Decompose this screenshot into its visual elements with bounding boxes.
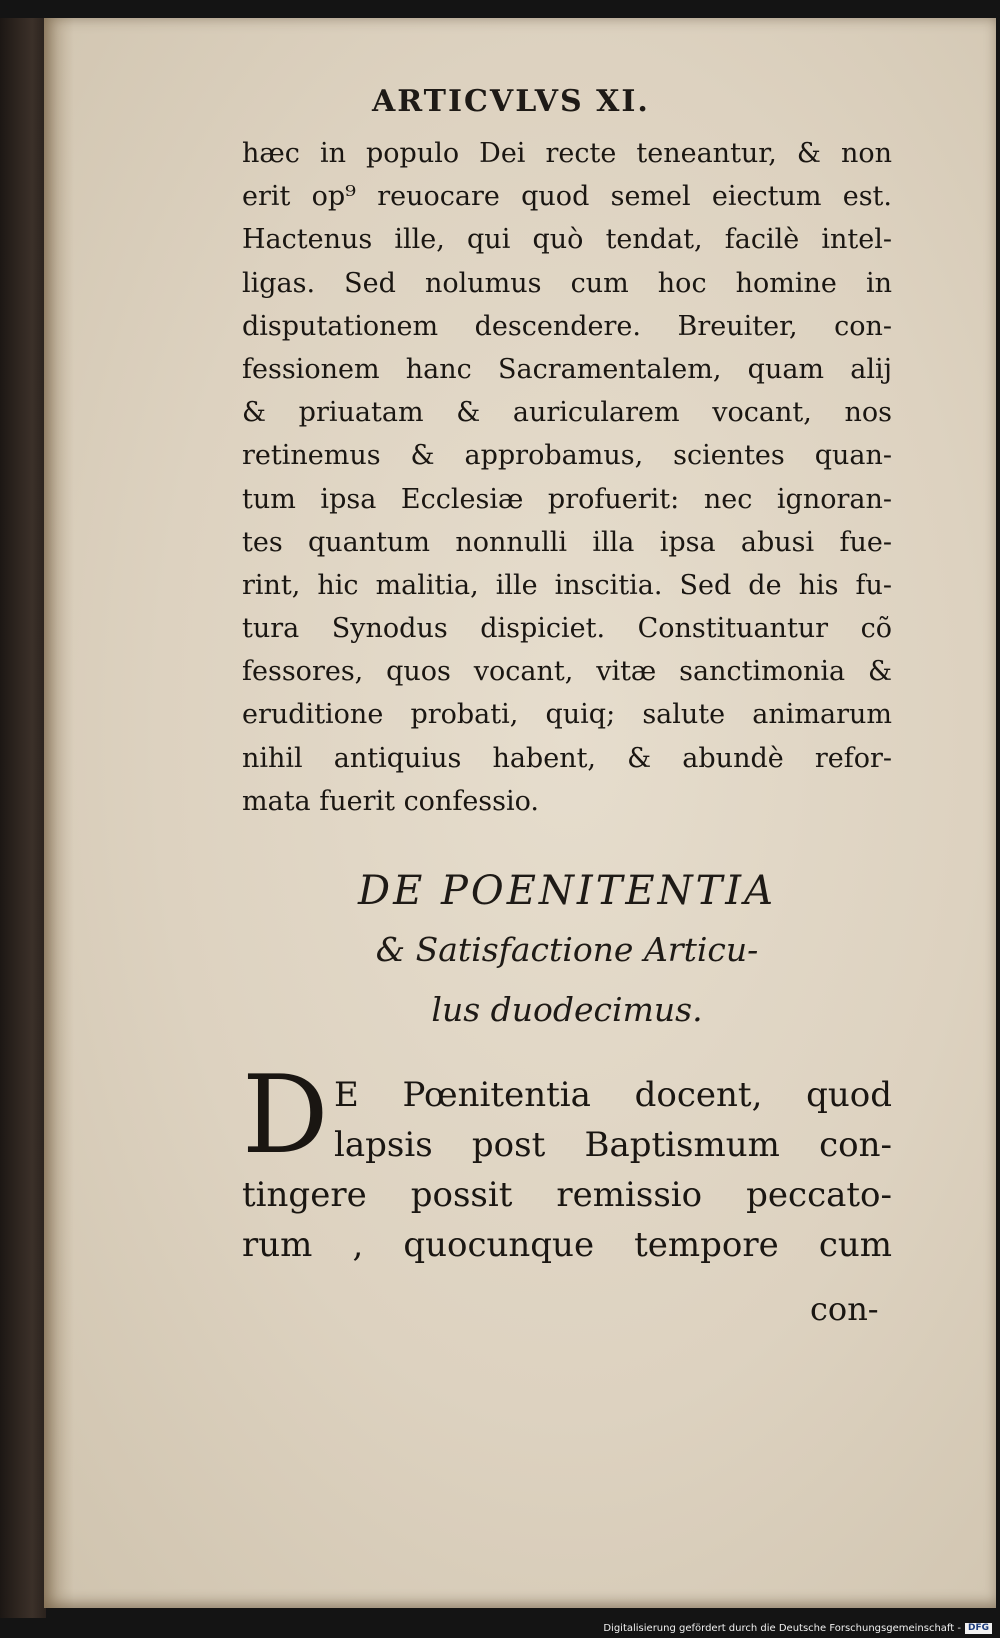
- section-paragraph: [242, 1053, 892, 1270]
- section-heading: [242, 862, 892, 1040]
- text-line: Hactenus ille, qui quò tendat, facilè intel-: [242, 224, 892, 256]
- text-line: rint, hic malitia, ille inscitia. Sed de his fu-: [242, 569, 892, 601]
- text-line: E Pœnitentia docent, quod: [334, 1075, 892, 1115]
- catchword: con-: [810, 1290, 879, 1328]
- heading-line: & Satisfactione Articu-: [375, 930, 759, 969]
- text-line: disputationem descendere. Breuiter, con-: [242, 310, 892, 342]
- running-head: ARTICVLVS XI.: [372, 84, 650, 119]
- text-line: hæc in populo Dei recte teneantur, & non: [242, 138, 892, 169]
- page-gutter-shadow: [44, 18, 74, 1608]
- text-line: retinemus & approbamus, scientes quan-: [242, 440, 892, 472]
- text-line: tura Synodus dispiciet. Constituantur cõ: [242, 613, 892, 645]
- text-line: eruditione probati, quiq; salute animarum: [242, 699, 892, 731]
- text-line: nihil antiquius habent, & abundè refor-: [242, 742, 892, 774]
- text-line: rum , quocunque tempore cum: [242, 1225, 892, 1265]
- text-line: lapsis post Baptismum con-: [334, 1125, 892, 1165]
- credit-text: Digitalisierung gefördert durch die Deutsche Forschungsgemeinschaft -: [603, 1623, 961, 1634]
- digitization-credit: [603, 1623, 992, 1634]
- text-line: tingere possit remissio peccato-: [242, 1175, 892, 1215]
- dfg-logo: DFG: [965, 1623, 992, 1634]
- text-line: mata fuerit confessio.: [242, 785, 540, 817]
- text-line: ligas. Sed nolumus cum hoc homine in: [242, 267, 892, 299]
- heading-line: lus duodecimus.: [431, 990, 703, 1029]
- text-line: tes quantum nonnulli illa ipsa abusi fue-: [242, 526, 892, 558]
- text-line: & priuatam & auricularem vocant, nos: [242, 397, 892, 429]
- body-paragraph: [242, 132, 892, 823]
- text-line: fessionem hanc Sacramentalem, quam alij: [242, 353, 892, 385]
- text-line: fessores, quos vocant, vitæ sanctimonia &: [242, 656, 892, 688]
- text-line: tum ipsa Ecclesiæ profuerit: nec ignoran-: [242, 483, 892, 515]
- drop-cap: D: [242, 1053, 329, 1178]
- heading-line: DE POENITENTIA: [358, 868, 776, 914]
- text-line: erit op⁹ reuocare quod semel eiectum est.: [242, 181, 892, 213]
- book-spine-edge: [0, 18, 46, 1618]
